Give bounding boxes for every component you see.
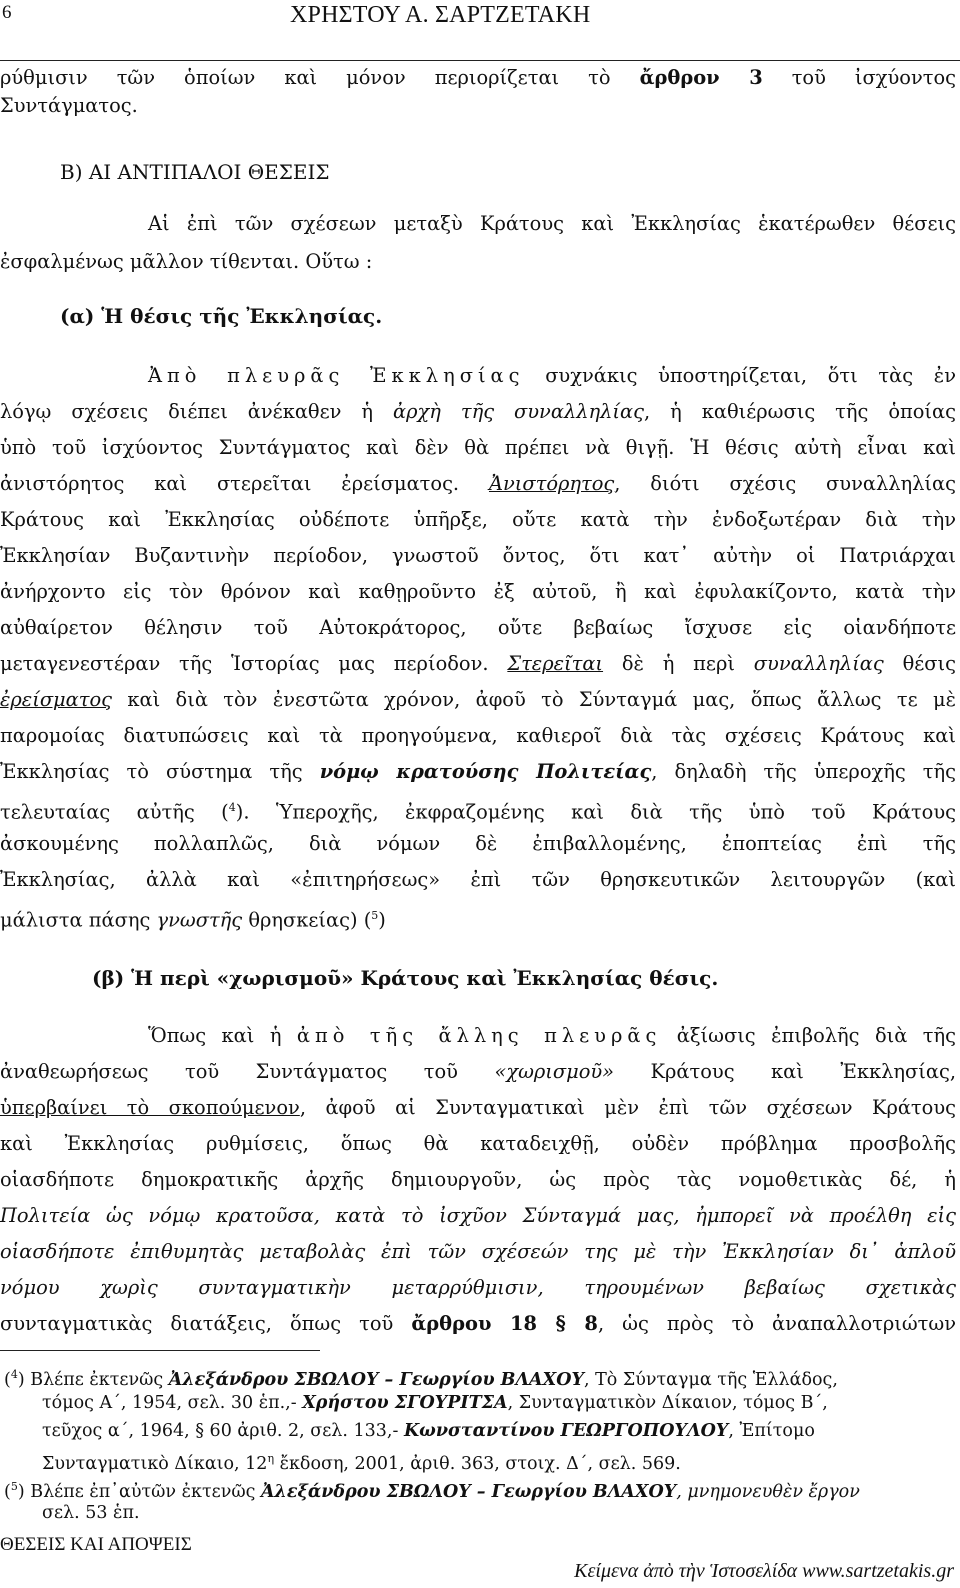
subheading-a: (α) Ἡ θέσις τῆς Ἐκκλησίας.: [60, 304, 383, 328]
body-line: ἀναθεωρήσεως τοῦ Συντάγματος τοῦ «χωρισμοῦ» Κράτους καὶ Ἐκκλησίας,: [0, 1060, 956, 1083]
body-line: καὶ Ἐκκλησίας ρυθμίσεις, ὅπως θὰ καταδειχθῇ, οὐδὲν πρόβλημα προσβολῆς: [0, 1132, 956, 1155]
footnote-rule: [0, 1350, 320, 1351]
body-line: οἱασδήποτε δημοκρατικῆς ἀρχῆς δημιουργοῦν, ὡς πρὸς τὰς νομοθετικὰς δέ, ἡ: [0, 1168, 956, 1191]
body-line: οἱασδήποτε ἐπιθυμητὰς μεταβολὰς ἐπὶ τῶν σχέσεών της μὲ τὴν Ἐκκλησίαν δι᾽ ἁπλοῦ: [0, 1240, 956, 1263]
section-heading-b: B) ΑΙ ΑΝΤΙΠΑΛΟΙ ΘΕΣΕΙΣ: [60, 160, 330, 184]
page-number: 6: [2, 2, 12, 23]
body-line: λόγῳ σχέσεις διέπει ἀνέκαθεν ἡ ἀρχὴ τῆς συναλληλίας, ἡ καθιέρωσις τῆς ὁποίας: [0, 400, 956, 423]
body-line: μεταγενεστέραν τῆς Ἱστορίας μας περίοδον. Στερεῖται δὲ ἡ περὶ συναλληλίας θέσις: [0, 652, 956, 675]
body-line: ἀσκουμένης πολλαπλῶς, διὰ νόμων δὲ ἐπιβαλλομένης, ἐποπτείας ἐπὶ τῆς: [0, 832, 956, 855]
body-line: ἐρείσματος καὶ διὰ τὸν ἐνεστῶτα χρόνον, ἀφοῦ τὸ Σύνταγμά μας, ὅπως ἄλλως τε μὲ: [0, 688, 956, 711]
body-line: Αἱ ἐπὶ τῶν σχέσεων μεταξὺ Κράτους καὶ Ἐκκλησίας ἑκατέρωθεν θέσεις: [148, 212, 956, 235]
body-line: Ὅπως καὶ ἡ ἀπὸ τῆς ἄλλης πλευρᾶς ἀξίωσις ἐπιβολῆς διὰ τῆς: [148, 1024, 956, 1047]
footnote-5-line: σελ. 53 ἑπ.: [42, 1503, 140, 1523]
body-line: ὑπὸ τοῦ ἰσχύοντος Συντάγματος καὶ δὲν θὰ πρέπει νὰ θιγῇ. Ἡ θέσις αὐτὴ εἶναι καὶ: [0, 436, 956, 459]
body-line: συνταγματικὰς διατάξεις, ὅπως τοῦ ἄρθρου 18 § 8, ὡς πρὸς τὸ ἀναπαλλοτριώτων: [0, 1312, 956, 1335]
body-line: ρύθμισιν τῶν ὁποίων καὶ μόνον περιορίζεται τὸ ἄρθρον 3 τοῦ ἰσχύοντος: [0, 66, 956, 89]
running-title: ΧΡΗΣΤΟΥ Α. ΣΑΡΤΖΕΤΑΚΗ: [290, 2, 591, 28]
body-line: παρομοίας διατυπώσεις καὶ τὰ προηγούμενα, καθιεροῖ διὰ τὰς σχέσεις Κράτους καὶ: [0, 724, 956, 747]
body-line: αὐθαίρετον θέλησιν τοῦ Αὐτοκράτορος, οὔτε βεβαίως ἴσχυσε εἰς οἱανδήποτε: [0, 616, 956, 639]
body-line: ἐσφαλμένως μᾶλλον τίθενται. Οὕτω :: [0, 250, 373, 273]
body-line: Ἐκκλησίας, ἀλλὰ καὶ «ἐπιτηρήσεως» ἐπὶ τῶν θρησκευτικῶν λειτουργῶν (καὶ: [0, 868, 956, 891]
body-line: Πολιτεία ὡς νόμῳ κρατοῦσα, κατὰ τὸ ἰσχῦον Σύνταγμά μας, ἠμπορεῖ νὰ προέλθη εἰς: [0, 1204, 956, 1227]
footnote-4-line: Συνταγματικὸ Δίκαιο, $12^\eta$ ἔκδοση, 2001, ἀριθ. 363, στοιχ. Δ΄, σελ. 569.: [42, 1452, 681, 1474]
body-line: Κράτους καὶ Ἐκκλησίας οὐδέποτε ὑπῆρξε, οὔτε κατὰ τὴν ἐνδοξωτέραν διὰ τὴν: [0, 508, 956, 531]
footer-series: ΘΕΣΕΙΣ ΚΑΙ ΑΠΟΨΕΙΣ: [0, 1534, 192, 1555]
footer-source: Κείμενα ἀπὸ τὴν Ἱστοσελίδα www.sartzetakis.gr: [574, 1560, 954, 1582]
footnote-5-line: ($^5$) Βλέπε ἐπ᾽αὐτῶν ἐκτενῶς Ἀλεξάνδρου ΣΒΩΛΟΥ – Γεωργίου ΒΛΑΧΟΥ, μνημονευθὲν ἔργον: [4, 1480, 860, 1502]
body-line: ἀνιστόρητος καὶ στερεῖται ἐρείσματος. Ἀνιστόρητος, διότι σχέσις συναλληλίας: [0, 472, 956, 495]
body-line: Συντάγματος.: [0, 94, 138, 117]
footnote-ref: 4: [228, 801, 236, 814]
body-line: Ἀπὸ πλευρᾶς Ἐκκλησίας συχνάκις ὑποστηρίζεται, ὅτι τὰς ἐν: [148, 364, 956, 387]
body-line: ἀνήρχοντο εἰς τὸν θρόνον καὶ καθῃροῦντο ἐξ αὐτοῦ, ἢ καὶ ἐφυλακίζοντο, κατὰ τὴν: [0, 580, 956, 603]
subheading-b: (β) Ἡ περὶ «χωρισμοῦ» Κράτους καὶ Ἐκκλησίας θέσις.: [92, 966, 719, 990]
footnote-ref: 5: [371, 909, 379, 922]
header-rule: [0, 60, 960, 61]
body-line: νόμου χωρὶς συνταγματικὴν μεταρρύθμισιν, τηρουμένων βεβαίως σχετικὰς: [0, 1276, 956, 1299]
body-line: Ἐκκλησίαν Βυζαντινὴν περίοδον, γνωστοῦ ὄντος, ὅτι κατ᾽ αὐτὴν οἱ Πατριάρχαι: [0, 544, 956, 567]
body-line: ὑπερβαίνει τὸ σκοπούμενον, ἀφοῦ αἱ Συνταγματικαὶ μὲν ἐπὶ τῶν σχέσεων Κράτους: [0, 1096, 956, 1119]
body-line: μάλιστα πάσης γνωστῆς θρησκείας) ($^5$): [0, 908, 386, 932]
footnote-4-line: τόμος Α΄, 1954, σελ. 30 ἑπ.,- Χρήστου ΣΓΟΥΡΙΤΣΑ, Συνταγματικὸν Δίκαιον, τόμος Β΄,: [42, 1393, 828, 1413]
footnote-4-line: ($^4$) Βλέπε ἐκτενῶς Ἀλεξάνδρου ΣΒΩΛΟΥ – Γεωργίου ΒΛΑΧΟΥ, Τὸ Σύνταγμα τῆς Ἑλλάδος,: [4, 1368, 838, 1390]
body-line: τελευταίας αὐτῆς ($^4$). Ὑπεροχῆς, ἐκφραζομένης καὶ διὰ τῆς ὑπὸ τοῦ Κράτους: [0, 800, 956, 824]
footnote-4-line: τεῦχος α΄, 1964, § 60 ἀριθ. 2, σελ. 133,- Κωνσταντίνου ΓΕΩΡΓΟΠΟΥΛΟΥ, Ἐπίτομο: [42, 1421, 815, 1441]
body-line: Ἐκκλησίας τὸ σύστημα τῆς νόμῳ κρατούσης Πολιτείας, δηλαδὴ τῆς ὑπεροχῆς τῆς: [0, 760, 957, 783]
